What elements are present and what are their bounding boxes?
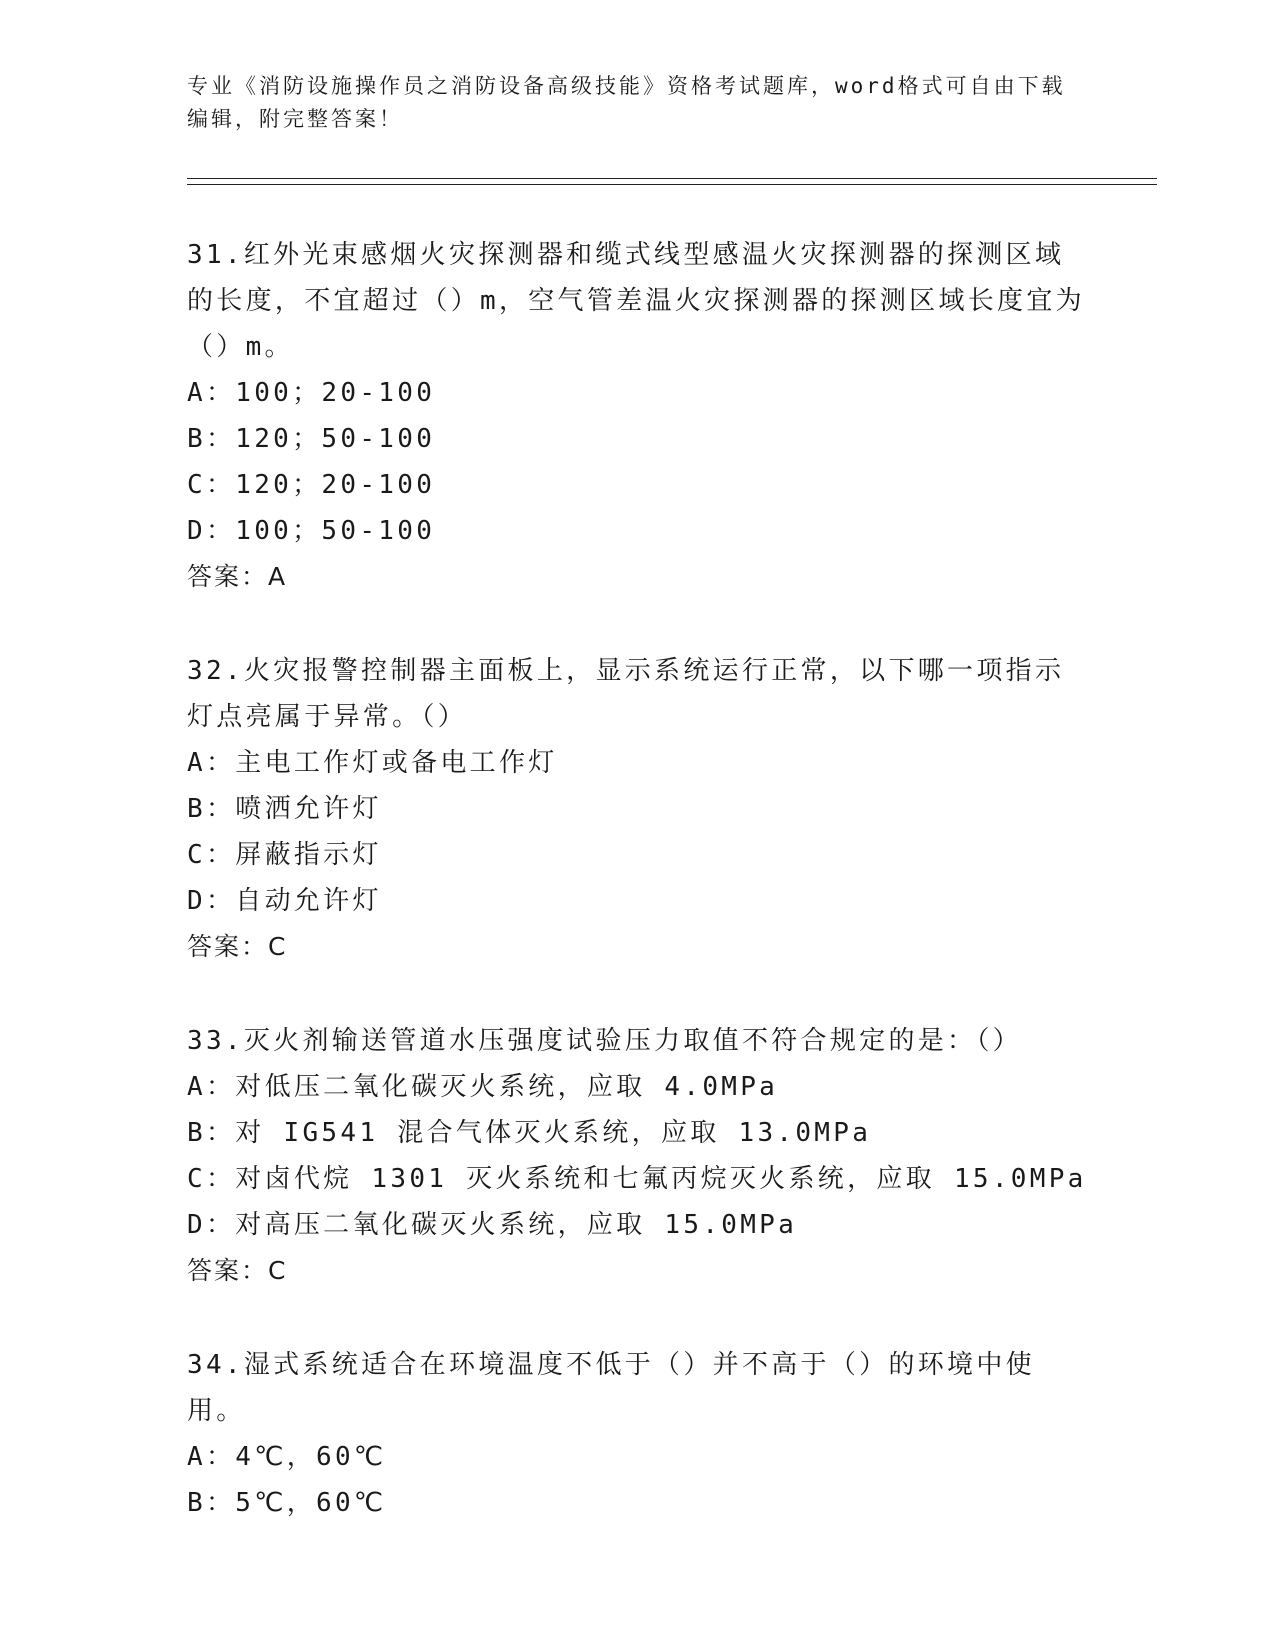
option-text: 120；50-100 xyxy=(235,424,436,454)
document-header: 专业《消防设施操作员之消防设备高级技能》资格考试题库，word格式可自由下载编辑，附完整答案！ xyxy=(187,74,1066,131)
option-key: C： xyxy=(187,840,236,870)
option-c xyxy=(187,462,1087,508)
option-text: 120；20-100 xyxy=(235,470,436,500)
option-key: B： xyxy=(187,424,236,454)
option-key: C： xyxy=(187,470,236,500)
question-31 xyxy=(187,232,1087,600)
option-d xyxy=(187,508,1087,554)
answer-line: 答案：C xyxy=(187,932,288,961)
option-d xyxy=(187,878,1087,924)
question-stem: 32.火灾报警控制器主面板上，显示系统运行正常，以下哪一项指示灯点亮属于异常。（） xyxy=(187,656,1065,732)
option-text: 100；20-100 xyxy=(235,378,436,408)
option-text: 主电工作灯或备电工作灯 xyxy=(235,748,558,778)
option-key: C： xyxy=(187,1164,236,1194)
option-key: A： xyxy=(187,1442,236,1472)
option-text: 5℃，60℃ xyxy=(235,1488,387,1518)
option-c xyxy=(187,832,1087,878)
question-stem: 31.红外光束感烟火灾探测器和缆式线型感温火灾探测器的探测区域的长度，不宜超过（）m，空气管差温火灾探测器的探测区域长度宜为（）m。 xyxy=(187,240,1085,362)
option-text: 屏蔽指示灯 xyxy=(235,840,382,870)
option-key: B： xyxy=(187,1118,236,1148)
question-stem: 34.湿式系统适合在环境温度不低于（）并不高于（）的环境中使用。 xyxy=(187,1350,1035,1426)
option-key: B： xyxy=(187,1488,236,1518)
question-34 xyxy=(187,1342,1087,1526)
option-text: 100；50-100 xyxy=(235,516,436,546)
option-a xyxy=(187,370,1087,416)
option-text: 4℃，60℃ xyxy=(235,1442,387,1472)
option-key: A： xyxy=(187,748,236,778)
option-text: 对卤代烷 1301 灭火系统和七氟丙烷灭火系统，应取 15.0MPa xyxy=(235,1164,1087,1194)
option-c xyxy=(187,1156,1087,1202)
option-text: 对低压二氧化碳灭火系统，应取 4.0MPa xyxy=(235,1072,779,1102)
option-key: D： xyxy=(187,886,236,916)
option-text: 对高压二氧化碳灭火系统，应取 15.0MPa xyxy=(235,1210,798,1240)
option-b xyxy=(187,1480,1087,1526)
question-33 xyxy=(187,1018,1087,1294)
option-key: B： xyxy=(187,794,236,824)
answer-line: 答案：A xyxy=(187,562,288,591)
question-stem: 33.灭火剂输送管道水压强度试验压力取值不符合规定的是：（） xyxy=(187,1026,1022,1056)
option-b xyxy=(187,786,1087,832)
option-d xyxy=(187,1202,1087,1248)
option-a xyxy=(187,740,1087,786)
question-list xyxy=(187,232,1087,1574)
option-text: 对 IG541 混合气体灭火系统，应取 13.0MPa xyxy=(235,1118,872,1148)
answer-line: 答案：C xyxy=(187,1256,288,1285)
header-divider xyxy=(187,178,1157,185)
option-key: D： xyxy=(187,1210,236,1240)
option-a xyxy=(187,1064,1087,1110)
option-key: D： xyxy=(187,516,236,546)
option-a xyxy=(187,1434,1087,1480)
option-text: 自动允许灯 xyxy=(235,886,382,916)
option-key: A： xyxy=(187,378,236,408)
option-key: A： xyxy=(187,1072,236,1102)
option-b xyxy=(187,416,1087,462)
option-text: 喷洒允许灯 xyxy=(235,794,382,824)
question-32 xyxy=(187,648,1087,970)
option-b xyxy=(187,1110,1087,1156)
